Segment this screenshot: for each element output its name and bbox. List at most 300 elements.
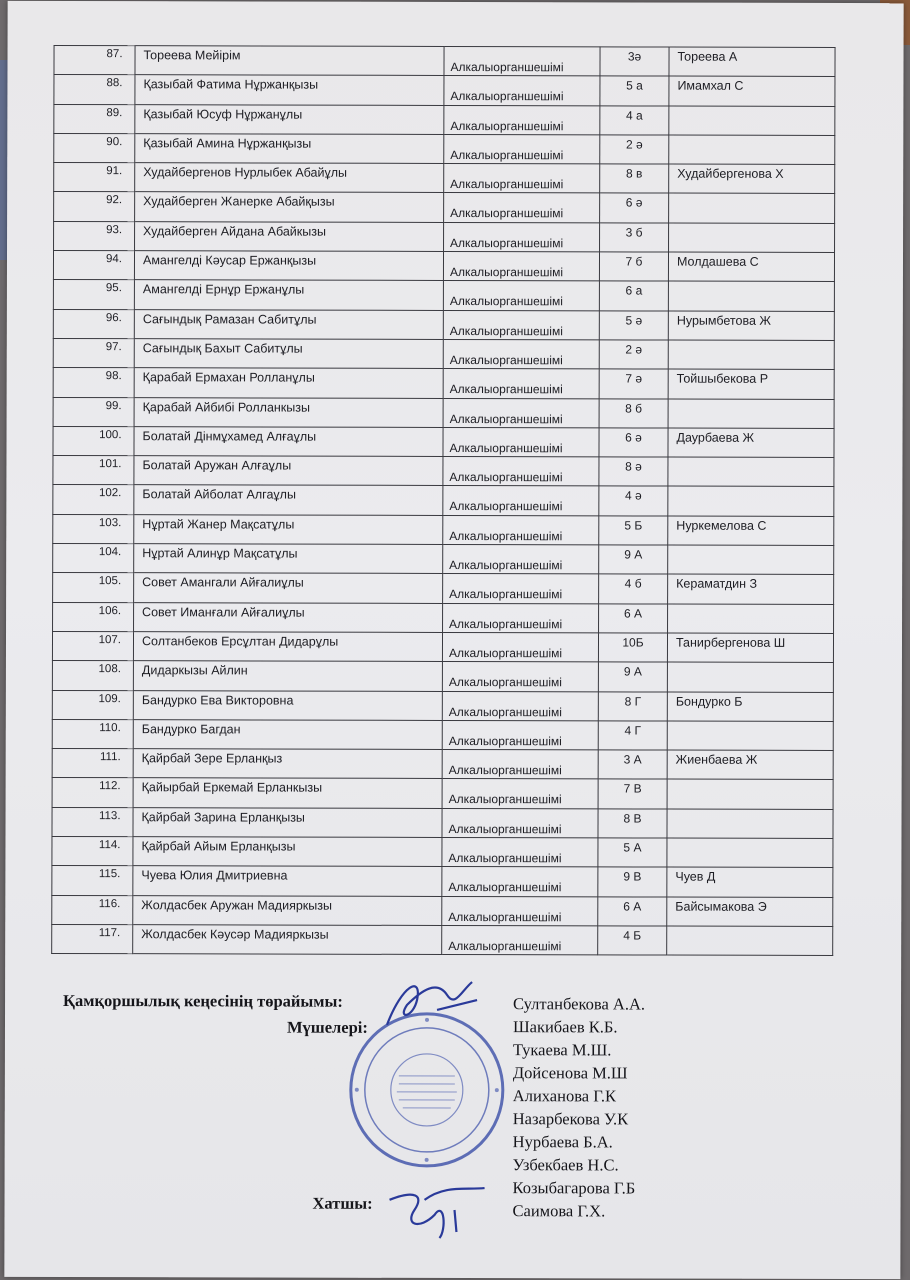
- student-name: Худайберген Жанерке Абайқызы: [143, 194, 335, 210]
- class-grade-cell: [599, 398, 668, 427]
- decision-status: Алкалыорганшешімі: [449, 294, 563, 309]
- row-number: 88.: [106, 77, 123, 90]
- student-table: [51, 45, 835, 956]
- class-teacher-cell: [667, 633, 833, 663]
- class-teacher-cell: [669, 194, 835, 224]
- class-teacher: [677, 399, 834, 401]
- class-teacher: [677, 341, 834, 343]
- student-name: Жолдасбек Кәусәр Мадияркызы: [141, 927, 329, 942]
- decision-status-cell: [443, 281, 599, 311]
- member-name: Дойсенова М.Ш: [512, 1063, 628, 1083]
- student-name-cell: [134, 427, 443, 457]
- decision-status: Алкалыорганшешімі: [448, 851, 562, 866]
- member-name: Узбекбаев Н.С.: [512, 1155, 619, 1175]
- decision-status: Алкалыорганшешімі: [450, 89, 564, 104]
- decision-status: Алкалыорганшешімі: [449, 587, 563, 602]
- class-teacher: Чуев Д: [675, 869, 716, 884]
- student-name-cell: [134, 280, 443, 310]
- student-name-cell: [134, 544, 443, 574]
- decision-status-cell: [442, 808, 598, 838]
- class-grade-cell: [598, 750, 667, 779]
- decision-status-cell: [443, 339, 599, 369]
- table-row: [53, 573, 834, 604]
- decision-status: Алкалыорганшешімі: [448, 792, 562, 807]
- class-grade-cell: [598, 926, 667, 955]
- row-number: 113.: [98, 809, 121, 822]
- class-teacher: Жиенбаева Ж: [675, 752, 758, 767]
- class-grade: 2 ә: [625, 342, 643, 357]
- decision-status: Алкалыорганшешімі: [448, 645, 563, 661]
- secretary-signature-icon: [384, 1170, 494, 1240]
- class-grade: 8 ә: [625, 459, 642, 474]
- decision-status-cell: [443, 310, 599, 340]
- class-grade-cell: [599, 281, 668, 310]
- decision-status: Алкалыорганшешімі: [449, 528, 563, 544]
- student-name-cell: [133, 778, 442, 808]
- class-grade-cell: [600, 164, 669, 193]
- class-grade-cell: [598, 779, 667, 808]
- class-grade: 8 б: [625, 401, 643, 416]
- class-teacher: Байсымакова Э: [675, 899, 767, 914]
- decision-status-cell: [444, 164, 600, 194]
- row-number: 92.: [106, 194, 123, 207]
- class-teacher-cell: [667, 692, 833, 722]
- row-number: 100.: [99, 428, 122, 441]
- decision-status-cell: [442, 779, 598, 809]
- table-row: [53, 602, 834, 633]
- class-teacher: [677, 194, 834, 196]
- student-name-cell: [133, 807, 442, 837]
- class-grade: 6 А: [624, 606, 643, 621]
- class-teacher-cell: [668, 252, 834, 282]
- row-number: 96.: [105, 311, 122, 324]
- class-grade: 3 б: [625, 225, 643, 240]
- table-row: [52, 690, 833, 721]
- row-number-cell: [52, 719, 133, 749]
- row-number-cell: [53, 426, 134, 456]
- student-name: Болатай Айболат Алгаұлы: [142, 487, 296, 503]
- table-row: [53, 543, 834, 574]
- row-number: 114.: [98, 839, 121, 852]
- row-number: 102.: [98, 487, 122, 500]
- class-teacher-cell: [668, 399, 834, 429]
- class-teacher-cell: [667, 721, 833, 751]
- student-name: Совет Иманғали Айғалиұлы: [142, 604, 305, 620]
- student-name-cell: [133, 866, 442, 896]
- row-number-cell: [53, 573, 134, 603]
- class-grade: 4 Г: [624, 723, 642, 738]
- student-name: Қазыбай Амина Нұржанқызы: [143, 136, 312, 151]
- student-name: Қазыбай Юсуф Нұржанұлы: [143, 106, 303, 122]
- class-teacher: [676, 487, 833, 489]
- class-grade: 3ә: [627, 49, 642, 64]
- row-number: 98.: [105, 370, 122, 383]
- student-name-cell: [134, 339, 443, 369]
- row-number: 94.: [105, 253, 123, 266]
- decision-status: Алкалыорганшешімі: [450, 147, 564, 163]
- decision-status: Алкалыорганшешімі: [448, 938, 562, 954]
- row-number: 89.: [106, 106, 123, 119]
- row-number: 95.: [105, 282, 122, 295]
- student-name-cell: [135, 104, 444, 134]
- class-grade-cell: [599, 486, 668, 515]
- class-grade: 5 а: [626, 78, 643, 93]
- row-number-cell: [54, 163, 135, 193]
- class-teacher: [676, 663, 833, 665]
- member-name: Шакибаев К.Б.: [512, 1017, 618, 1037]
- class-teacher: Тореева А: [677, 49, 738, 64]
- member-name: Тукаева М.Ш.: [512, 1040, 612, 1060]
- class-grade-cell: [600, 135, 669, 164]
- decision-status: Алкалыорганшешімі: [449, 616, 563, 631]
- student-name-cell: [133, 837, 442, 867]
- student-name: Худайберген Айдана Абайкызы: [143, 223, 326, 239]
- member-name: Султанбекова А.А.: [513, 994, 646, 1014]
- row-number-cell: [53, 309, 134, 339]
- class-teacher: Нурымбетова Ж: [676, 313, 771, 328]
- class-grade: 7 ә: [625, 371, 643, 386]
- class-grade: 7 б: [625, 254, 643, 269]
- row-number-cell: [53, 602, 134, 632]
- row-number-cell: [52, 690, 133, 720]
- class-grade: 8 В: [623, 811, 642, 826]
- class-teacher: Танирбергенова Ш: [675, 635, 786, 650]
- decision-status: Алкалыорганшешімі: [450, 177, 564, 192]
- chair-signature-icon: [377, 970, 487, 1040]
- table-row: [52, 661, 833, 692]
- student-name-cell: [135, 75, 444, 105]
- table-row: [54, 45, 835, 76]
- student-name: Қайрбай Зере Ерланқыз: [141, 751, 283, 766]
- class-teacher: Худайбергенова Х: [677, 166, 784, 182]
- student-name-cell: [135, 134, 444, 164]
- class-teacher-cell: [667, 750, 833, 780]
- class-teacher-cell: [667, 867, 833, 897]
- class-teacher: Бондурко Б: [675, 694, 743, 709]
- table-row: [52, 749, 833, 780]
- table-row: [54, 75, 835, 106]
- decision-status-cell: [442, 632, 598, 662]
- student-name: Болатай Аружан Алғаұлы: [142, 458, 292, 473]
- student-name-cell: [134, 397, 443, 427]
- decision-status-cell: [443, 603, 599, 633]
- student-name: Қарабай Айбибі Ролланкызы: [142, 399, 311, 415]
- class-teacher-cell: [668, 545, 834, 575]
- student-name-cell: [134, 368, 443, 398]
- table-row: [53, 368, 834, 399]
- row-number-cell: [54, 221, 135, 251]
- student-name: Дидаркызы Айлин: [141, 663, 248, 678]
- member-name: Нурбаева Б.А.: [512, 1132, 613, 1152]
- class-teacher-cell: [669, 223, 835, 253]
- class-teacher: [676, 546, 833, 548]
- class-grade-cell: [599, 311, 668, 340]
- class-teacher: [677, 223, 834, 225]
- decision-status: Алкалыорганшешімі: [448, 704, 562, 719]
- student-name: Чуева Юлия Дмитриевна: [141, 868, 288, 883]
- student-name: Совет Амангали Айғалиұлы: [142, 575, 304, 590]
- class-grade: 5 А: [623, 840, 642, 855]
- class-grade-cell: [600, 47, 669, 76]
- class-teacher: Даурбаева Ж: [676, 430, 755, 445]
- decision-status-cell: [443, 427, 599, 457]
- class-teacher-cell: [667, 779, 833, 809]
- decision-status-cell: [443, 574, 599, 604]
- decision-status-cell: [442, 720, 598, 750]
- student-name: Амангелді Кәусар Ержанқызы: [142, 253, 317, 268]
- table-row: [53, 338, 834, 369]
- class-teacher-cell: [668, 516, 834, 546]
- decision-status-cell: [443, 486, 599, 516]
- class-teacher-cell: [668, 311, 834, 341]
- student-name: Нұртай Алинұр Мақсатұлы: [142, 546, 298, 561]
- decision-status: Алкалыорганшешімі: [448, 763, 562, 778]
- class-teacher-cell: [669, 76, 835, 106]
- class-grade: 3 А: [623, 752, 642, 767]
- member-names-list: [512, 992, 645, 1222]
- row-number-cell: [53, 543, 134, 573]
- table-row: [52, 778, 833, 809]
- table-row: [52, 924, 833, 955]
- row-number-cell: [54, 45, 135, 75]
- decision-status-cell: [442, 662, 598, 692]
- row-number-cell: [52, 749, 133, 779]
- class-teacher-cell: [667, 809, 833, 839]
- decision-status-cell: [444, 134, 600, 164]
- class-grade-cell: [598, 633, 667, 662]
- decision-status: Алкалыорганшешімі: [448, 733, 562, 749]
- student-name: Қайрбай Зарина Ерланқызы: [141, 809, 305, 825]
- student-name-cell: [135, 192, 444, 222]
- class-teacher-cell: [668, 428, 834, 458]
- class-teacher: [677, 282, 834, 284]
- class-grade: 6 ә: [625, 195, 643, 210]
- class-teacher-cell: [668, 574, 834, 604]
- student-name: Амангелді Ернұр Ержанұлы: [142, 282, 305, 297]
- row-number-cell: [54, 75, 135, 105]
- decision-status-cell: [442, 925, 598, 955]
- decision-status: Алкалыорганшешімі: [450, 206, 564, 221]
- class-grade-cell: [599, 516, 668, 545]
- row-number: 93.: [106, 223, 123, 236]
- class-grade-cell: [599, 252, 668, 281]
- class-grade: 2 ә: [625, 137, 643, 152]
- student-name: Қайырбай Еркемай Ерланкызы: [141, 780, 323, 796]
- student-name-cell: [133, 925, 442, 955]
- row-number-cell: [54, 104, 135, 134]
- decision-status: Алкалыорганшешімі: [449, 499, 563, 514]
- row-number-cell: [52, 895, 133, 925]
- class-grade: 6 а: [625, 283, 643, 298]
- class-grade-cell: [598, 896, 667, 925]
- student-name: Қазыбай Фатима Нұржанқызы: [143, 77, 319, 92]
- table-row: [52, 631, 833, 662]
- class-grade-cell: [598, 662, 667, 691]
- row-number: 117.: [98, 926, 121, 940]
- class-grade: 4 Б: [623, 928, 642, 943]
- row-number-cell: [53, 251, 134, 281]
- class-teacher: [676, 780, 833, 782]
- class-teacher: Молдашева С: [676, 254, 759, 269]
- class-teacher: Тойшыбекова Р: [676, 371, 769, 387]
- decision-status-cell: [444, 46, 600, 76]
- student-name: Жолдасбек Аружан Мадияркызы: [141, 897, 333, 913]
- decision-status-cell: [443, 369, 599, 399]
- decision-status: Алкалыорганшешімі: [449, 382, 563, 397]
- table-row: [53, 485, 834, 516]
- decision-status-cell: [442, 867, 598, 897]
- student-name-cell: [134, 602, 443, 632]
- class-grade-cell: [598, 691, 667, 720]
- table-row: [52, 895, 833, 926]
- class-grade: 6 А: [623, 899, 642, 914]
- table-row: [52, 836, 833, 867]
- class-teacher: [676, 809, 833, 811]
- decision-status-cell: [443, 252, 599, 282]
- member-name: Алиханова Г.К: [512, 1086, 617, 1106]
- student-name: Бандурко Багдан: [141, 722, 241, 737]
- student-name-cell: [133, 690, 442, 720]
- class-teacher-cell: [667, 926, 833, 956]
- student-name-cell: [134, 309, 443, 339]
- student-name-cell: [134, 573, 443, 603]
- decision-status-cell: [442, 750, 598, 780]
- class-grade-cell: [598, 867, 667, 896]
- decision-status: Алкалыорганшешімі: [449, 440, 563, 456]
- student-name-cell: [135, 163, 444, 193]
- row-number-cell: [53, 280, 134, 310]
- row-number-cell: [52, 661, 133, 691]
- row-number: 97.: [105, 341, 122, 354]
- decision-status-cell: [443, 515, 599, 545]
- class-teacher-cell: [669, 135, 835, 165]
- student-name-cell: [133, 749, 442, 779]
- decision-status: Алкалыорганшешімі: [449, 558, 563, 573]
- class-teacher: Кераматдин З: [676, 576, 758, 592]
- class-grade-cell: [600, 223, 669, 252]
- class-teacher-cell: [668, 457, 834, 487]
- member-name: Саимова Г.Х.: [512, 1201, 606, 1221]
- row-number: 110.: [99, 721, 121, 734]
- row-number: 116.: [98, 897, 121, 910]
- row-number-cell: [53, 397, 134, 427]
- decision-status: Алкалыорганшешімі: [448, 880, 562, 895]
- class-grade-cell: [598, 838, 667, 867]
- row-number-cell: [53, 368, 134, 398]
- decision-status-cell: [444, 222, 600, 252]
- student-name-cell: [133, 661, 442, 691]
- row-number: 91.: [106, 165, 123, 178]
- student-name-cell: [134, 456, 443, 486]
- student-name-cell: [133, 719, 442, 749]
- class-grade: 9 А: [623, 664, 642, 679]
- student-name: Худайбергенов Нурлыбек Абайұлы: [143, 165, 348, 180]
- row-number-cell: [52, 631, 133, 661]
- decision-status: Алкалыорганшешімі: [449, 265, 564, 280]
- row-number-cell: [52, 866, 133, 896]
- class-grade-cell: [599, 574, 668, 603]
- class-teacher-cell: [667, 897, 833, 927]
- student-name: Болатай Дінмұхамед Алғаұлы: [142, 429, 317, 444]
- class-grade: 5 Б: [624, 518, 643, 533]
- table-row: [53, 280, 834, 311]
- decision-status-cell: [443, 457, 599, 487]
- class-teacher-cell: [668, 487, 834, 517]
- decision-status: Алкалыорганшешімі: [450, 235, 564, 251]
- student-name: Қайрбай Айым Ерланқызы: [141, 839, 296, 854]
- student-name-cell: [134, 485, 443, 515]
- student-name: Қарабай Ермахан Ролланұлы: [142, 370, 315, 385]
- class-teacher-cell: [668, 281, 834, 311]
- row-number-cell: [52, 836, 133, 866]
- class-grade: 8 в: [626, 166, 643, 181]
- row-number: 112.: [99, 780, 121, 793]
- class-teacher: [676, 721, 833, 723]
- class-grade-cell: [599, 545, 668, 574]
- class-teacher-cell: [667, 662, 833, 692]
- student-name-cell: [133, 895, 442, 925]
- class-grade-cell: [600, 105, 669, 134]
- row-number: 109.: [98, 692, 121, 705]
- row-number-cell: [52, 924, 133, 954]
- decision-status-cell: [444, 105, 600, 135]
- row-number: 107.: [98, 634, 122, 647]
- decision-status: Алкалыорганшешімі: [448, 821, 562, 837]
- table-row: [52, 719, 833, 750]
- class-grade: 9 В: [623, 869, 642, 884]
- class-grade: 10Б: [622, 635, 644, 650]
- class-grade: 4 ә: [625, 488, 642, 503]
- decision-status: Алкалыорганшешімі: [449, 411, 563, 426]
- table-row: [52, 807, 833, 838]
- class-teacher: [675, 926, 832, 928]
- class-grade-cell: [599, 369, 668, 398]
- decision-status: Алкалыорганшешімі: [449, 470, 563, 485]
- student-name-cell: [134, 251, 443, 281]
- row-number: 99.: [105, 399, 122, 412]
- decision-status-cell: [443, 545, 599, 575]
- student-name-cell: [135, 221, 444, 251]
- decision-status: Алкалыорганшешімі: [449, 352, 563, 368]
- class-teacher: [676, 458, 833, 460]
- class-grade-cell: [600, 76, 669, 105]
- class-grade: 8 Г: [624, 693, 642, 709]
- class-grade-cell: [599, 428, 668, 457]
- student-name: Тореева Мейірім: [143, 48, 241, 63]
- student-name: Бандурко Ева Викторовна: [141, 692, 294, 708]
- row-number: 87.: [106, 48, 123, 61]
- class-grade: 6 ә: [625, 430, 642, 445]
- student-name-cell: [134, 514, 443, 544]
- class-grade-cell: [599, 604, 668, 633]
- table-row: [54, 221, 835, 252]
- row-number: 101.: [99, 458, 122, 471]
- decision-status: Алкалыорганшешімі: [450, 118, 564, 133]
- decision-status: Алкалыорганшешімі: [449, 323, 563, 338]
- decision-status-cell: [443, 398, 599, 428]
- decision-status: Алкалыорганшешімі: [448, 909, 562, 924]
- row-number: 105.: [98, 575, 122, 588]
- members-label: Мүшелері:: [286, 1017, 368, 1037]
- class-grade: 5 ә: [625, 313, 643, 328]
- table-row: [53, 426, 834, 457]
- student-name: Солтанбеков Ерсұлтан Дидарұлы: [141, 634, 339, 649]
- decision-status: Алкалыорганшешімі: [448, 675, 563, 690]
- class-grade: 4 б: [624, 576, 642, 591]
- student-name-cell: [133, 632, 442, 662]
- table-row: [53, 251, 834, 282]
- class-teacher: [675, 839, 832, 841]
